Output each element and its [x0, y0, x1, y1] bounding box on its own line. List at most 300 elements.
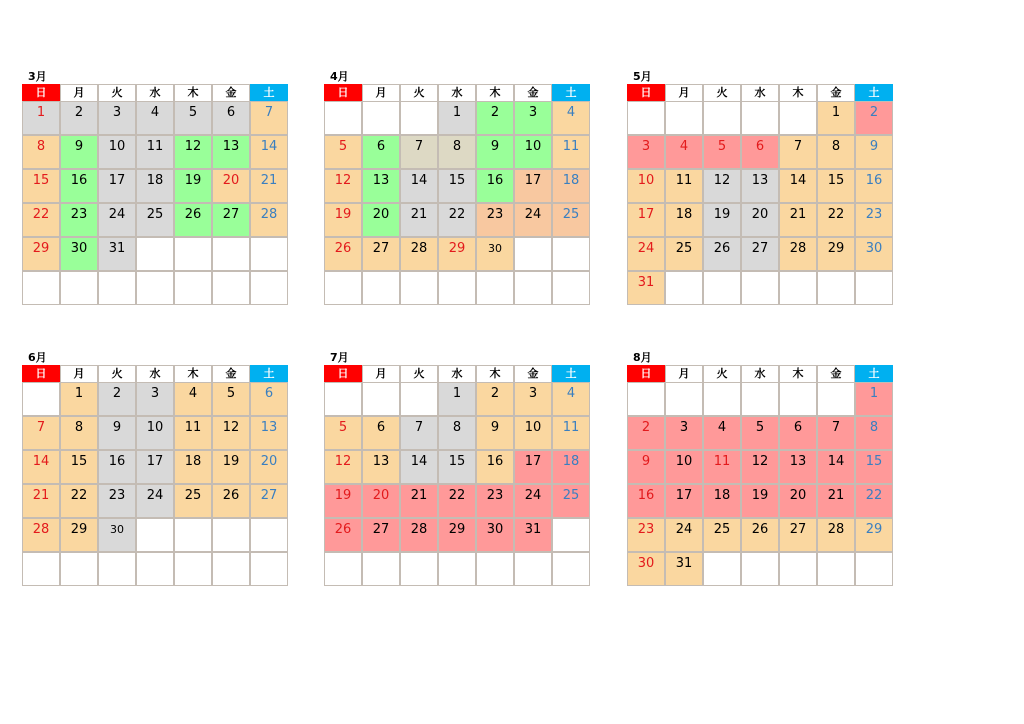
- day-grid: [627, 101, 893, 305]
- day-cell: 4: [552, 382, 590, 416]
- empty-day-cell: [250, 271, 288, 305]
- day-cell: 16: [855, 169, 893, 203]
- day-cell: 19: [741, 484, 779, 518]
- day-cell: 12: [324, 169, 362, 203]
- day-cell: 7: [22, 416, 60, 450]
- empty-day-cell: [779, 382, 817, 416]
- day-cell: 25: [552, 203, 590, 237]
- day-cell: 9: [476, 135, 514, 169]
- weekday-header: 木: [779, 365, 817, 382]
- day-cell: 24: [136, 484, 174, 518]
- day-cell: 24: [98, 203, 136, 237]
- day-cell: 17: [665, 484, 703, 518]
- day-cell: 31: [514, 518, 552, 552]
- empty-day-cell: [400, 271, 438, 305]
- day-cell: 3: [98, 101, 136, 135]
- weekday-header: 水: [741, 365, 779, 382]
- day-cell: 4: [174, 382, 212, 416]
- day-cell: 3: [665, 416, 703, 450]
- empty-day-cell: [552, 552, 590, 586]
- day-cell: 30: [855, 237, 893, 271]
- day-cell: 9: [60, 135, 98, 169]
- empty-day-cell: [362, 101, 400, 135]
- empty-day-cell: [324, 552, 362, 586]
- day-cell: 12: [212, 416, 250, 450]
- day-cell: 26: [324, 237, 362, 271]
- day-cell: 28: [250, 203, 288, 237]
- weekday-header: 日: [627, 365, 665, 382]
- day-cell: 22: [855, 484, 893, 518]
- weekday-header: 月: [60, 84, 98, 101]
- day-cell: 19: [212, 450, 250, 484]
- day-cell: 7: [250, 101, 288, 135]
- day-cell: 29: [817, 237, 855, 271]
- day-cell: 21: [779, 203, 817, 237]
- day-cell: 1: [855, 382, 893, 416]
- empty-day-cell: [250, 552, 288, 586]
- day-cell: 2: [476, 101, 514, 135]
- empty-day-cell: [174, 271, 212, 305]
- day-cell: 31: [98, 237, 136, 271]
- day-cell: 6: [362, 416, 400, 450]
- day-cell: 28: [817, 518, 855, 552]
- day-cell: 4: [136, 101, 174, 135]
- day-cell: 11: [703, 450, 741, 484]
- weekday-header: 金: [817, 84, 855, 101]
- weekday-header: 月: [665, 84, 703, 101]
- day-cell: 15: [855, 450, 893, 484]
- day-cell: 19: [324, 484, 362, 518]
- weekday-header: 金: [817, 365, 855, 382]
- empty-day-cell: [22, 382, 60, 416]
- month-calendar-august: [627, 351, 893, 586]
- day-cell: 6: [362, 135, 400, 169]
- day-cell: 23: [60, 203, 98, 237]
- day-cell: 23: [627, 518, 665, 552]
- day-cell: 23: [855, 203, 893, 237]
- day-cell: 12: [174, 135, 212, 169]
- empty-day-cell: [817, 552, 855, 586]
- day-cell: 17: [627, 203, 665, 237]
- day-cell: 28: [400, 237, 438, 271]
- month-title: 3月: [28, 70, 47, 83]
- empty-day-cell: [98, 271, 136, 305]
- weekday-header: 日: [22, 84, 60, 101]
- day-cell: 29: [22, 237, 60, 271]
- weekday-header: 金: [514, 365, 552, 382]
- day-cell: 31: [665, 552, 703, 586]
- month-calendar-april: [324, 70, 590, 305]
- day-cell: 3: [514, 382, 552, 416]
- day-cell: 24: [665, 518, 703, 552]
- empty-day-cell: [400, 101, 438, 135]
- day-cell: 11: [136, 135, 174, 169]
- empty-day-cell: [741, 552, 779, 586]
- weekday-header: 土: [552, 365, 590, 382]
- day-cell: 18: [136, 169, 174, 203]
- day-grid: [324, 101, 590, 305]
- day-cell: 3: [136, 382, 174, 416]
- day-cell: 23: [476, 484, 514, 518]
- empty-day-cell: [212, 271, 250, 305]
- day-cell: 20: [779, 484, 817, 518]
- empty-day-cell: [703, 271, 741, 305]
- month-calendar-march: [22, 70, 288, 305]
- day-cell: 15: [438, 450, 476, 484]
- empty-day-cell: [324, 271, 362, 305]
- weekday-header: 月: [362, 365, 400, 382]
- day-cell: 5: [324, 135, 362, 169]
- day-cell: 14: [779, 169, 817, 203]
- day-cell: 4: [665, 135, 703, 169]
- day-cell: 27: [741, 237, 779, 271]
- empty-day-cell: [552, 518, 590, 552]
- weekday-header: 木: [174, 84, 212, 101]
- weekday-header: 日: [324, 84, 362, 101]
- empty-day-cell: [703, 382, 741, 416]
- day-cell: 27: [779, 518, 817, 552]
- empty-day-cell: [514, 237, 552, 271]
- weekday-header: 木: [476, 365, 514, 382]
- day-cell: 2: [476, 382, 514, 416]
- weekday-header: 日: [324, 365, 362, 382]
- empty-day-cell: [400, 552, 438, 586]
- empty-day-cell: [136, 552, 174, 586]
- day-grid: [324, 382, 590, 586]
- day-cell: 14: [400, 450, 438, 484]
- weekday-header: 月: [362, 84, 400, 101]
- month-title: 6月: [28, 351, 47, 364]
- day-cell: 16: [98, 450, 136, 484]
- empty-day-cell: [174, 552, 212, 586]
- empty-day-cell: [779, 552, 817, 586]
- empty-day-cell: [703, 552, 741, 586]
- weekday-header: 土: [250, 365, 288, 382]
- day-cell: 11: [552, 416, 590, 450]
- empty-day-cell: [324, 101, 362, 135]
- weekday-header: 木: [476, 84, 514, 101]
- day-cell: 23: [476, 203, 514, 237]
- weekday-header: 金: [514, 84, 552, 101]
- empty-day-cell: [741, 101, 779, 135]
- empty-day-cell: [22, 552, 60, 586]
- day-cell: 12: [703, 169, 741, 203]
- weekday-header: 火: [400, 84, 438, 101]
- day-cell: 6: [212, 101, 250, 135]
- weekday-header: 火: [703, 365, 741, 382]
- month-title: 4月: [330, 70, 349, 83]
- day-cell: 26: [174, 203, 212, 237]
- empty-day-cell: [60, 271, 98, 305]
- empty-day-cell: [400, 382, 438, 416]
- weekday-header: 木: [174, 365, 212, 382]
- day-cell: 2: [98, 382, 136, 416]
- empty-day-cell: [817, 382, 855, 416]
- empty-day-cell: [627, 101, 665, 135]
- day-cell: 14: [817, 450, 855, 484]
- day-cell: 27: [212, 203, 250, 237]
- empty-day-cell: [174, 518, 212, 552]
- weekday-header: 火: [98, 84, 136, 101]
- day-cell: 25: [136, 203, 174, 237]
- day-cell: 5: [741, 416, 779, 450]
- day-cell: 23: [98, 484, 136, 518]
- day-cell: 21: [22, 484, 60, 518]
- day-cell: 14: [22, 450, 60, 484]
- day-cell: 8: [855, 416, 893, 450]
- day-cell: 6: [779, 416, 817, 450]
- day-cell: 29: [438, 237, 476, 271]
- day-cell: 7: [817, 416, 855, 450]
- day-cell: 20: [250, 450, 288, 484]
- day-cell: 7: [400, 416, 438, 450]
- day-cell: 7: [400, 135, 438, 169]
- day-cell: 8: [438, 135, 476, 169]
- weekday-header: 水: [438, 365, 476, 382]
- day-cell: 6: [250, 382, 288, 416]
- day-cell: 20: [741, 203, 779, 237]
- empty-day-cell: [627, 382, 665, 416]
- day-cell: 29: [438, 518, 476, 552]
- empty-day-cell: [438, 271, 476, 305]
- day-cell: 1: [60, 382, 98, 416]
- day-cell: 27: [362, 237, 400, 271]
- day-cell: 9: [855, 135, 893, 169]
- day-cell: 6: [741, 135, 779, 169]
- month-calendar-july: [324, 351, 590, 586]
- day-cell: 18: [703, 484, 741, 518]
- month-calendar-may: [627, 70, 893, 305]
- day-cell: 25: [665, 237, 703, 271]
- month-title: 7月: [330, 351, 349, 364]
- day-cell: 21: [250, 169, 288, 203]
- day-cell: 14: [250, 135, 288, 169]
- day-cell: 13: [250, 416, 288, 450]
- day-cell: 8: [22, 135, 60, 169]
- empty-day-cell: [665, 101, 703, 135]
- weekday-header: 土: [250, 84, 288, 101]
- empty-day-cell: [703, 101, 741, 135]
- weekday-header-row: [22, 365, 288, 382]
- day-cell: 10: [627, 169, 665, 203]
- day-cell: 20: [362, 484, 400, 518]
- day-cell: 18: [174, 450, 212, 484]
- weekday-header: 土: [855, 365, 893, 382]
- empty-day-cell: [779, 101, 817, 135]
- day-cell: 1: [22, 101, 60, 135]
- day-cell: 20: [362, 203, 400, 237]
- day-cell: 21: [400, 484, 438, 518]
- day-cell: 11: [174, 416, 212, 450]
- empty-day-cell: [174, 237, 212, 271]
- day-cell: 10: [514, 416, 552, 450]
- weekday-header: 金: [212, 365, 250, 382]
- day-cell: 12: [741, 450, 779, 484]
- weekday-header: 土: [552, 84, 590, 101]
- empty-day-cell: [817, 271, 855, 305]
- day-cell: 22: [60, 484, 98, 518]
- day-cell: 13: [741, 169, 779, 203]
- month-calendar-june: [22, 351, 288, 586]
- day-cell: 20: [212, 169, 250, 203]
- weekday-header: 金: [212, 84, 250, 101]
- month-title: 5月: [633, 70, 652, 83]
- day-cell: 28: [779, 237, 817, 271]
- day-cell: 17: [514, 169, 552, 203]
- day-cell: 28: [400, 518, 438, 552]
- day-cell: 9: [627, 450, 665, 484]
- empty-day-cell: [514, 552, 552, 586]
- day-cell: 19: [703, 203, 741, 237]
- day-cell: 2: [60, 101, 98, 135]
- day-cell: 17: [98, 169, 136, 203]
- empty-day-cell: [476, 552, 514, 586]
- day-cell: 19: [324, 203, 362, 237]
- day-cell: 10: [98, 135, 136, 169]
- weekday-header: 火: [98, 365, 136, 382]
- weekday-header: 火: [400, 365, 438, 382]
- day-cell: 22: [817, 203, 855, 237]
- weekday-header: 水: [136, 365, 174, 382]
- day-cell: 21: [400, 203, 438, 237]
- day-cell: 9: [476, 416, 514, 450]
- weekday-header: 日: [627, 84, 665, 101]
- day-cell: 8: [438, 416, 476, 450]
- weekday-header-row: [324, 84, 590, 101]
- day-cell: 27: [362, 518, 400, 552]
- day-cell: 15: [22, 169, 60, 203]
- day-cell: 19: [174, 169, 212, 203]
- day-cell: 26: [741, 518, 779, 552]
- day-cell: 25: [174, 484, 212, 518]
- day-cell: 22: [22, 203, 60, 237]
- day-cell: 12: [324, 450, 362, 484]
- day-cell: 31: [627, 271, 665, 305]
- day-cell: 26: [324, 518, 362, 552]
- day-cell: 18: [665, 203, 703, 237]
- day-cell: 10: [136, 416, 174, 450]
- empty-day-cell: [136, 518, 174, 552]
- empty-day-cell: [779, 271, 817, 305]
- empty-day-cell: [665, 382, 703, 416]
- day-cell: 5: [703, 135, 741, 169]
- day-cell: 17: [514, 450, 552, 484]
- day-cell: 5: [174, 101, 212, 135]
- day-cell: 15: [60, 450, 98, 484]
- day-cell: 30: [98, 518, 136, 552]
- day-cell: 2: [855, 101, 893, 135]
- empty-day-cell: [212, 518, 250, 552]
- day-cell: 4: [552, 101, 590, 135]
- empty-day-cell: [324, 382, 362, 416]
- day-cell: 22: [438, 484, 476, 518]
- day-grid: [22, 101, 288, 305]
- day-cell: 2: [627, 416, 665, 450]
- day-cell: 5: [324, 416, 362, 450]
- day-cell: 16: [60, 169, 98, 203]
- empty-day-cell: [136, 271, 174, 305]
- day-cell: 24: [514, 484, 552, 518]
- empty-day-cell: [250, 237, 288, 271]
- day-cell: 27: [250, 484, 288, 518]
- day-cell: 13: [779, 450, 817, 484]
- day-cell: 5: [212, 382, 250, 416]
- day-cell: 26: [212, 484, 250, 518]
- day-cell: 25: [703, 518, 741, 552]
- day-cell: 16: [476, 169, 514, 203]
- empty-day-cell: [855, 271, 893, 305]
- day-cell: 22: [438, 203, 476, 237]
- day-cell: 13: [362, 450, 400, 484]
- weekday-header-row: [324, 365, 590, 382]
- empty-day-cell: [741, 382, 779, 416]
- day-cell: 1: [817, 101, 855, 135]
- day-cell: 11: [552, 135, 590, 169]
- day-cell: 7: [779, 135, 817, 169]
- weekday-header: 水: [136, 84, 174, 101]
- empty-day-cell: [60, 552, 98, 586]
- empty-day-cell: [665, 271, 703, 305]
- weekday-header: 木: [779, 84, 817, 101]
- day-cell: 29: [60, 518, 98, 552]
- day-cell: 11: [665, 169, 703, 203]
- day-cell: 17: [136, 450, 174, 484]
- weekday-header: 土: [855, 84, 893, 101]
- empty-day-cell: [250, 518, 288, 552]
- empty-day-cell: [212, 237, 250, 271]
- day-cell: 26: [703, 237, 741, 271]
- day-cell: 15: [817, 169, 855, 203]
- weekday-header-row: [22, 84, 288, 101]
- empty-day-cell: [552, 237, 590, 271]
- day-cell: 1: [438, 382, 476, 416]
- empty-day-cell: [855, 552, 893, 586]
- day-cell: 8: [60, 416, 98, 450]
- empty-day-cell: [514, 271, 552, 305]
- day-cell: 28: [22, 518, 60, 552]
- day-cell: 16: [627, 484, 665, 518]
- empty-day-cell: [552, 271, 590, 305]
- weekday-header: 月: [665, 365, 703, 382]
- day-cell: 29: [855, 518, 893, 552]
- day-cell: 1: [438, 101, 476, 135]
- day-grid: [22, 382, 288, 586]
- weekday-header: 火: [703, 84, 741, 101]
- day-cell: 24: [514, 203, 552, 237]
- month-title: 8月: [633, 351, 652, 364]
- day-cell: 10: [665, 450, 703, 484]
- day-cell: 13: [362, 169, 400, 203]
- day-cell: 13: [212, 135, 250, 169]
- weekday-header: 水: [741, 84, 779, 101]
- day-cell: 30: [627, 552, 665, 586]
- day-cell: 3: [514, 101, 552, 135]
- empty-day-cell: [438, 552, 476, 586]
- weekday-header-row: [627, 365, 893, 382]
- day-cell: 8: [817, 135, 855, 169]
- day-cell: 18: [552, 450, 590, 484]
- day-cell: 10: [514, 135, 552, 169]
- weekday-header: 日: [22, 365, 60, 382]
- day-cell: 4: [703, 416, 741, 450]
- day-cell: 30: [476, 237, 514, 271]
- day-cell: 9: [98, 416, 136, 450]
- day-cell: 15: [438, 169, 476, 203]
- empty-day-cell: [362, 271, 400, 305]
- day-cell: 21: [817, 484, 855, 518]
- weekday-header: 水: [438, 84, 476, 101]
- empty-day-cell: [362, 382, 400, 416]
